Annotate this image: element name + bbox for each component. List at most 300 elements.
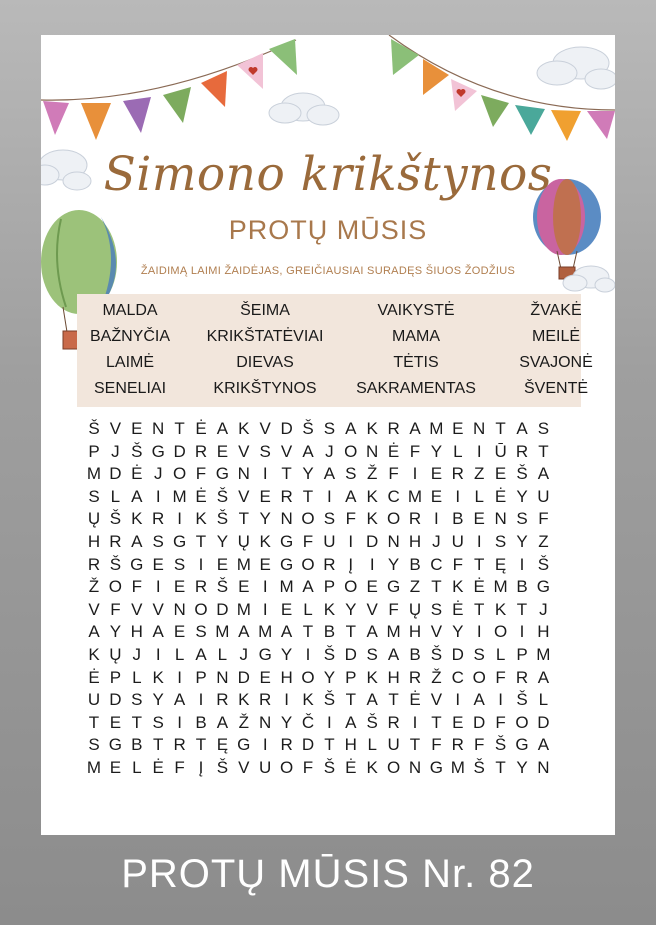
grid-letter[interactable]: M: [407, 486, 423, 506]
grid-letter[interactable]: Š: [323, 645, 336, 664]
grid-letter[interactable]: G: [429, 758, 443, 777]
grid-letter[interactable]: I: [476, 622, 482, 642]
grid-letter[interactable]: T: [302, 622, 314, 642]
grid-letter[interactable]: M: [450, 758, 465, 777]
grid-letter[interactable]: Y: [152, 690, 164, 710]
grid-letter[interactable]: A: [409, 419, 421, 438]
grid-letter[interactable]: T: [88, 712, 100, 732]
grid-letter[interactable]: I: [519, 622, 525, 642]
grid-letter[interactable]: Š: [516, 690, 528, 710]
grid-letter[interactable]: B: [409, 554, 421, 574]
grid-letter[interactable]: A: [302, 441, 314, 461]
grid-letter[interactable]: T: [324, 735, 335, 755]
grid-letter[interactable]: N: [408, 758, 422, 777]
grid-letter[interactable]: Y: [109, 622, 122, 642]
grid-letter[interactable]: K: [366, 667, 378, 687]
grid-letter[interactable]: V: [238, 758, 250, 777]
grid-letter[interactable]: V: [109, 419, 122, 438]
grid-letter[interactable]: E: [494, 464, 507, 484]
grid-letter[interactable]: I: [412, 464, 418, 484]
grid-letter[interactable]: I: [455, 486, 461, 506]
grid-letter[interactable]: M: [536, 645, 551, 664]
grid-letter[interactable]: B: [323, 622, 336, 642]
grid-letter[interactable]: E: [173, 622, 186, 642]
grid-letter[interactable]: I: [348, 532, 354, 551]
grid-letter[interactable]: N: [237, 464, 250, 484]
grid-letter[interactable]: C: [387, 486, 400, 506]
grid-letter[interactable]: A: [345, 486, 357, 506]
grid-letter[interactable]: F: [538, 509, 549, 529]
grid-letter[interactable]: G: [258, 645, 272, 664]
grid-letter[interactable]: Ė: [409, 690, 421, 710]
grid-letter[interactable]: E: [366, 577, 378, 597]
grid-letter[interactable]: F: [409, 441, 421, 461]
grid-letter[interactable]: I: [412, 712, 418, 732]
grid-letter[interactable]: I: [177, 712, 182, 732]
grid-letter[interactable]: T: [345, 622, 356, 642]
grid-letter[interactable]: Š: [516, 464, 528, 484]
grid-letter[interactable]: K: [259, 532, 271, 551]
grid-letter[interactable]: T: [538, 441, 549, 461]
grid-letter[interactable]: N: [173, 599, 186, 619]
grid-letter[interactable]: I: [262, 599, 268, 619]
grid-letter[interactable]: Š: [494, 735, 507, 755]
grid-letter[interactable]: L: [217, 645, 228, 664]
grid-letter[interactable]: M: [236, 599, 251, 619]
grid-letter[interactable]: R: [194, 441, 208, 461]
grid-letter[interactable]: Y: [345, 599, 357, 619]
grid-letter[interactable]: L: [132, 667, 142, 687]
grid-letter[interactable]: A: [537, 464, 550, 484]
grid-letter[interactable]: A: [387, 645, 400, 664]
grid-letter[interactable]: S: [195, 622, 207, 642]
grid-letter[interactable]: B: [409, 645, 421, 664]
grid-letter[interactable]: O: [386, 509, 401, 529]
grid-letter[interactable]: K: [88, 645, 100, 664]
grid-letter[interactable]: S: [259, 441, 271, 461]
grid-letter[interactable]: Y: [280, 645, 293, 664]
grid-letter[interactable]: Ž: [366, 464, 378, 484]
grid-letter[interactable]: B: [452, 509, 464, 529]
grid-letter[interactable]: S: [323, 509, 336, 529]
grid-letter[interactable]: V: [238, 441, 250, 461]
grid-letter[interactable]: R: [109, 532, 122, 551]
grid-letter[interactable]: I: [155, 577, 161, 597]
grid-letter[interactable]: U: [259, 758, 272, 777]
grid-letter[interactable]: R: [451, 735, 464, 755]
grid-letter[interactable]: R: [173, 735, 186, 755]
grid-letter[interactable]: O: [301, 509, 315, 529]
grid-letter[interactable]: V: [430, 622, 443, 642]
grid-letter[interactable]: K: [302, 690, 314, 710]
grid-letter[interactable]: R: [408, 509, 422, 529]
grid-letter[interactable]: M: [279, 577, 294, 597]
grid-letter[interactable]: A: [280, 622, 293, 642]
grid-letter[interactable]: R: [280, 486, 293, 506]
grid-letter[interactable]: D: [237, 667, 250, 687]
grid-letter[interactable]: Y: [516, 758, 528, 777]
grid-letter[interactable]: Ę: [216, 735, 229, 755]
grid-letter[interactable]: I: [284, 690, 289, 710]
grid-letter[interactable]: V: [259, 419, 271, 438]
grid-letter[interactable]: U: [387, 735, 400, 755]
grid-letter[interactable]: Ė: [494, 486, 507, 506]
grid-letter[interactable]: H: [537, 622, 550, 642]
grid-letter[interactable]: S: [537, 419, 550, 438]
grid-letter[interactable]: H: [408, 622, 422, 642]
grid-letter[interactable]: D: [109, 464, 122, 484]
grid-letter[interactable]: V: [366, 599, 378, 619]
grid-letter[interactable]: O: [172, 464, 187, 484]
grid-letter[interactable]: Š: [323, 758, 336, 777]
grid-letter[interactable]: Ė: [131, 464, 143, 484]
grid-letter[interactable]: I: [455, 690, 461, 710]
grid-letter[interactable]: R: [194, 577, 208, 597]
grid-letter[interactable]: T: [388, 690, 399, 710]
grid-letter[interactable]: R: [259, 690, 272, 710]
grid-letter[interactable]: E: [259, 554, 271, 574]
grid-letter[interactable]: R: [451, 464, 464, 484]
grid-letter[interactable]: E: [109, 758, 122, 777]
grid-letter[interactable]: A: [345, 419, 357, 438]
grid-letter[interactable]: T: [431, 712, 442, 732]
grid-letter[interactable]: P: [109, 667, 122, 687]
grid-letter[interactable]: D: [109, 690, 122, 710]
grid-letter[interactable]: F: [302, 758, 314, 777]
grid-letter[interactable]: T: [152, 735, 164, 755]
grid-letter[interactable]: A: [473, 690, 485, 710]
grid-letter[interactable]: Y: [216, 532, 229, 551]
grid-letter[interactable]: H: [387, 667, 400, 687]
grid-letter[interactable]: B: [516, 577, 528, 597]
grid-letter[interactable]: F: [110, 599, 121, 619]
grid-letter[interactable]: M: [493, 577, 508, 597]
grid-letter[interactable]: S: [430, 599, 443, 619]
grid-letter[interactable]: Ž: [238, 712, 249, 732]
grid-letter[interactable]: I: [476, 532, 482, 551]
grid-letter[interactable]: A: [323, 464, 336, 484]
grid-letter[interactable]: S: [473, 645, 485, 664]
grid-letter[interactable]: Ų: [87, 509, 101, 529]
grid-letter[interactable]: E: [131, 419, 143, 438]
grid-letter[interactable]: V: [238, 486, 250, 506]
grid-letter[interactable]: T: [195, 532, 207, 551]
grid-letter[interactable]: J: [239, 645, 249, 664]
grid-letter[interactable]: E: [259, 486, 271, 506]
grid-letter[interactable]: E: [238, 577, 250, 597]
grid-letter[interactable]: D: [216, 599, 229, 619]
grid-letter[interactable]: Y: [259, 509, 271, 529]
grid-letter[interactable]: E: [452, 419, 464, 438]
grid-letter[interactable]: G: [215, 464, 229, 484]
grid-letter[interactable]: E: [216, 441, 229, 461]
grid-letter[interactable]: T: [345, 690, 356, 710]
grid-letter[interactable]: I: [155, 486, 161, 506]
grid-letter[interactable]: N: [216, 667, 229, 687]
grid-letter[interactable]: Į: [198, 758, 204, 777]
grid-letter[interactable]: Z: [409, 577, 421, 597]
grid-letter[interactable]: K: [366, 486, 378, 506]
grid-letter[interactable]: Ų: [408, 599, 422, 619]
grid-letter[interactable]: S: [152, 712, 164, 732]
grid-letter[interactable]: Š: [216, 758, 229, 777]
grid-letter[interactable]: P: [323, 577, 336, 597]
grid-letter[interactable]: F: [473, 735, 485, 755]
grid-letter[interactable]: L: [538, 690, 549, 710]
grid-letter[interactable]: R: [408, 667, 422, 687]
grid-letter[interactable]: K: [238, 419, 250, 438]
grid-letter[interactable]: Š: [109, 509, 122, 529]
grid-letter[interactable]: H: [130, 622, 143, 642]
grid-letter[interactable]: M: [215, 622, 230, 642]
grid-letter[interactable]: U: [451, 532, 464, 551]
grid-letter[interactable]: Ė: [452, 599, 464, 619]
grid-letter[interactable]: A: [152, 622, 164, 642]
grid-letter[interactable]: G: [108, 735, 122, 755]
grid-letter[interactable]: A: [345, 712, 357, 732]
grid-letter[interactable]: E: [452, 712, 464, 732]
grid-letter[interactable]: R: [87, 554, 101, 574]
grid-letter[interactable]: Ė: [152, 758, 164, 777]
grid-letter[interactable]: Y: [323, 667, 336, 687]
grid-letter[interactable]: Š: [131, 441, 143, 461]
grid-letter[interactable]: N: [280, 509, 293, 529]
grid-letter[interactable]: I: [498, 690, 503, 710]
grid-letter[interactable]: I: [476, 441, 482, 461]
grid-letter[interactable]: S: [323, 419, 336, 438]
grid-letter[interactable]: J: [539, 599, 548, 619]
grid-letter[interactable]: H: [408, 532, 422, 551]
grid-letter[interactable]: A: [366, 622, 378, 642]
grid-letter[interactable]: M: [429, 419, 444, 438]
grid-letter[interactable]: Y: [452, 622, 464, 642]
grid-letter[interactable]: U: [323, 532, 336, 551]
grid-letter[interactable]: M: [86, 464, 102, 484]
grid-letter[interactable]: D: [451, 645, 464, 664]
grid-letter[interactable]: F: [388, 464, 399, 484]
grid-letter[interactable]: T: [131, 712, 142, 732]
grid-letter[interactable]: Į: [348, 554, 354, 574]
grid-letter[interactable]: R: [280, 735, 293, 755]
grid-letter[interactable]: E: [259, 667, 271, 687]
grid-letter[interactable]: T: [516, 599, 528, 619]
grid-letter[interactable]: I: [177, 509, 182, 529]
grid-letter[interactable]: A: [537, 735, 550, 755]
grid-letter[interactable]: S: [494, 532, 507, 551]
grid-letter[interactable]: T: [495, 758, 506, 777]
grid-letter[interactable]: Ų: [109, 645, 122, 664]
grid-letter[interactable]: N: [494, 509, 507, 529]
grid-letter[interactable]: F: [195, 464, 207, 484]
grid-letter[interactable]: H: [344, 735, 357, 755]
grid-letter[interactable]: D: [344, 645, 357, 664]
grid-letter[interactable]: Š: [216, 509, 229, 529]
grid-letter[interactable]: R: [216, 690, 229, 710]
grid-letter[interactable]: J: [111, 441, 120, 461]
grid-letter[interactable]: S: [173, 554, 186, 574]
grid-letter[interactable]: I: [262, 735, 268, 755]
grid-letter[interactable]: K: [452, 577, 464, 597]
grid-letter[interactable]: E: [280, 599, 293, 619]
grid-letter[interactable]: L: [453, 441, 463, 461]
grid-letter[interactable]: M: [172, 486, 187, 506]
grid-letter[interactable]: A: [131, 532, 143, 551]
grid-letter[interactable]: T: [195, 735, 207, 755]
grid-letter[interactable]: F: [388, 599, 399, 619]
grid-letter[interactable]: K: [152, 667, 164, 687]
grid-letter[interactable]: D: [173, 441, 186, 461]
grid-letter[interactable]: I: [262, 577, 268, 597]
grid-letter[interactable]: R: [152, 509, 165, 529]
grid-letter[interactable]: Ė: [88, 667, 100, 687]
grid-letter[interactable]: Ė: [195, 486, 207, 506]
grid-letter[interactable]: T: [473, 599, 485, 619]
grid-letter[interactable]: Š: [323, 690, 336, 710]
grid-letter[interactable]: L: [110, 486, 121, 506]
grid-letter[interactable]: D: [473, 712, 486, 732]
grid-letter[interactable]: Š: [302, 419, 314, 438]
grid-letter[interactable]: Ė: [195, 419, 207, 438]
grid-letter[interactable]: R: [387, 712, 400, 732]
grid-letter[interactable]: F: [431, 735, 442, 755]
grid-letter[interactable]: F: [345, 509, 356, 529]
grid-letter[interactable]: A: [302, 577, 314, 597]
grid-letter[interactable]: E: [152, 554, 164, 574]
grid-letter[interactable]: S: [366, 645, 378, 664]
grid-letter[interactable]: L: [367, 735, 377, 755]
grid-letter[interactable]: Š: [109, 554, 122, 574]
grid-letter[interactable]: K: [131, 509, 143, 529]
grid-letter[interactable]: J: [153, 464, 163, 484]
grid-letter[interactable]: G: [536, 577, 550, 597]
grid-letter[interactable]: D: [301, 735, 315, 755]
grid-letter[interactable]: P: [195, 667, 207, 687]
grid-letter[interactable]: N: [259, 712, 272, 732]
grid-letter[interactable]: T: [238, 509, 249, 529]
grid-letter[interactable]: N: [152, 419, 165, 438]
grid-letter[interactable]: T: [409, 735, 421, 755]
grid-letter[interactable]: A: [366, 690, 378, 710]
grid-letter[interactable]: L: [132, 758, 142, 777]
grid-letter[interactable]: I: [327, 712, 332, 732]
grid-letter[interactable]: N: [473, 419, 486, 438]
grid-letter[interactable]: V: [280, 441, 293, 461]
grid-letter[interactable]: B: [195, 712, 207, 732]
grid-letter[interactable]: E: [173, 577, 186, 597]
grid-letter[interactable]: I: [327, 486, 332, 506]
grid-letter[interactable]: Š: [430, 645, 443, 664]
grid-letter[interactable]: Ž: [88, 577, 100, 597]
grid-letter[interactable]: Ė: [387, 441, 400, 461]
grid-letter[interactable]: G: [279, 532, 294, 551]
grid-letter[interactable]: V: [152, 599, 164, 619]
grid-letter[interactable]: G: [279, 554, 294, 574]
grid-letter[interactable]: O: [493, 622, 508, 642]
grid-letter[interactable]: O: [472, 667, 486, 687]
grid-letter[interactable]: Y: [430, 441, 443, 461]
grid-letter[interactable]: A: [88, 622, 100, 642]
grid-letter[interactable]: G: [237, 735, 251, 755]
grid-letter[interactable]: E: [430, 464, 443, 484]
grid-letter[interactable]: O: [108, 577, 122, 597]
grid-letter[interactable]: T: [174, 419, 185, 438]
grid-letter[interactable]: S: [88, 486, 100, 506]
grid-letter[interactable]: Ž: [431, 667, 442, 687]
grid-letter[interactable]: T: [473, 554, 485, 574]
grid-letter[interactable]: Š: [88, 419, 100, 438]
grid-letter[interactable]: S: [88, 735, 100, 755]
grid-letter[interactable]: I: [177, 667, 182, 687]
grid-letter[interactable]: V: [430, 690, 443, 710]
grid-letter[interactable]: A: [195, 645, 207, 664]
grid-letter[interactable]: O: [344, 441, 358, 461]
grid-letter[interactable]: K: [494, 599, 507, 619]
grid-letter[interactable]: Y: [280, 712, 293, 732]
grid-letter[interactable]: S: [345, 464, 357, 484]
grid-letter[interactable]: J: [132, 645, 142, 664]
grid-letter[interactable]: F: [495, 667, 506, 687]
grid-letter[interactable]: I: [155, 645, 161, 664]
grid-letter[interactable]: A: [216, 712, 229, 732]
grid-letter[interactable]: M: [86, 758, 102, 777]
grid-letter[interactable]: E: [216, 554, 229, 574]
grid-letter[interactable]: L: [174, 645, 185, 664]
grid-letter[interactable]: L: [495, 645, 506, 664]
grid-letter[interactable]: Y: [387, 554, 400, 574]
grid-letter[interactable]: H: [280, 667, 293, 687]
grid-letter[interactable]: K: [366, 758, 378, 777]
grid-letter[interactable]: Š: [366, 712, 378, 732]
grid-letter[interactable]: G: [386, 577, 401, 597]
grid-letter[interactable]: Š: [216, 486, 229, 506]
grid-letter[interactable]: O: [194, 599, 208, 619]
grid-letter[interactable]: E: [109, 712, 122, 732]
grid-letter[interactable]: N: [387, 532, 400, 551]
grid-letter[interactable]: Ė: [345, 758, 357, 777]
grid-letter[interactable]: I: [198, 690, 204, 710]
grid-letter[interactable]: Ų: [237, 532, 250, 551]
grid-letter[interactable]: G: [172, 532, 187, 551]
grid-letter[interactable]: G: [515, 735, 529, 755]
grid-letter[interactable]: O: [386, 758, 401, 777]
grid-letter[interactable]: T: [302, 486, 314, 506]
grid-letter[interactable]: L: [474, 486, 484, 506]
grid-letter[interactable]: K: [366, 509, 378, 529]
grid-letter[interactable]: F: [174, 758, 185, 777]
grid-letter[interactable]: P: [516, 645, 528, 664]
grid-letter[interactable]: S: [131, 690, 143, 710]
grid-letter[interactable]: V: [131, 599, 143, 619]
grid-letter[interactable]: V: [88, 599, 100, 619]
grid-letter[interactable]: K: [323, 599, 336, 619]
grid-letter[interactable]: H: [87, 532, 101, 551]
grid-letter[interactable]: M: [236, 554, 251, 574]
grid-letter[interactable]: J: [432, 532, 441, 551]
grid-letter[interactable]: Y: [516, 532, 528, 551]
grid-letter[interactable]: I: [369, 554, 375, 574]
grid-letter[interactable]: R: [387, 419, 400, 438]
grid-letter[interactable]: F: [302, 532, 314, 551]
grid-letter[interactable]: M: [258, 622, 273, 642]
grid-letter[interactable]: E: [473, 509, 485, 529]
grid-letter[interactable]: F: [131, 577, 142, 597]
grid-letter[interactable]: O: [515, 712, 529, 732]
grid-letter[interactable]: F: [452, 554, 463, 574]
grid-letter[interactable]: A: [516, 419, 528, 438]
grid-letter[interactable]: P: [345, 667, 357, 687]
grid-letter[interactable]: K: [366, 419, 378, 438]
grid-letter[interactable]: B: [131, 735, 143, 755]
